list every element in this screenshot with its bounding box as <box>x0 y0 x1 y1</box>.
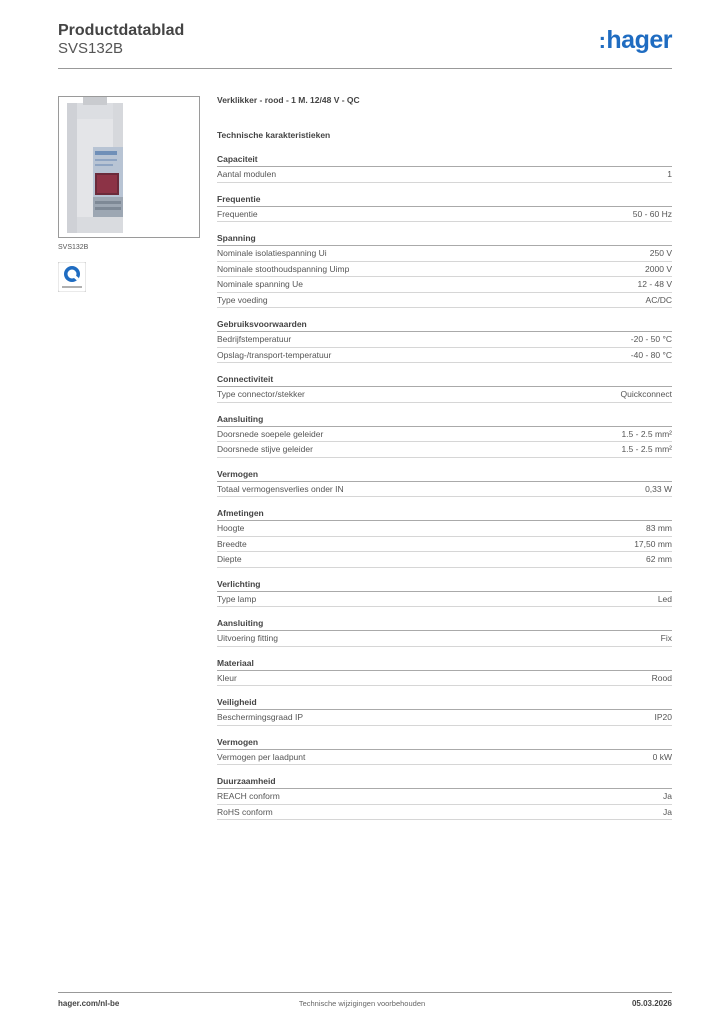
spec-label: RoHS conform <box>217 806 273 817</box>
spec-row <box>217 592 672 608</box>
specs-heading: Technische karakteristieken <box>217 130 331 140</box>
spec-row <box>217 631 672 647</box>
din-rail-module-image <box>59 97 199 237</box>
spec-value: 250 V <box>649 248 672 258</box>
spec-value: -40 - 80 °C <box>630 349 672 360</box>
spec-value: 2000 V <box>645 263 672 274</box>
logo-prefix: : <box>598 28 606 53</box>
spec-value: Quickconnect <box>620 389 672 399</box>
spec-label: Type voeding <box>217 294 268 305</box>
spec-label: Diepte <box>217 554 242 564</box>
spec-section <box>217 695 672 726</box>
spec-section <box>217 506 672 568</box>
spec-row <box>217 552 672 568</box>
spec-value: Led <box>657 593 672 604</box>
spec-label: Vermogen per laadpunt <box>217 751 306 762</box>
spec-row <box>217 789 672 805</box>
spec-section-title: Vermogen <box>217 467 672 482</box>
spec-section-title: Verlichting <box>217 577 672 592</box>
spec-value: Ja <box>663 806 672 817</box>
spec-section-title: Capaciteit <box>217 152 672 167</box>
spec-section <box>217 231 672 308</box>
spec-label: Breedte <box>217 538 247 549</box>
spec-label: Aantal modulen <box>217 169 277 179</box>
spec-value: IP20 <box>654 712 672 722</box>
spec-value: -20 - 50 °C <box>630 334 672 344</box>
spec-value: 1.5 - 2.5 mm² <box>621 444 672 454</box>
spec-row <box>217 671 672 687</box>
spec-label: Type connector/stekker <box>217 389 305 399</box>
spec-value: 12 - 48 V <box>637 279 672 289</box>
spec-section-title: Gebruiksvoorwaarden <box>217 317 672 332</box>
spec-row <box>217 332 672 348</box>
footer-website: hager.com/nl-be <box>58 999 120 1008</box>
quickconnect-badge-icon <box>58 262 86 292</box>
spec-row <box>217 750 672 766</box>
spec-value: 0 kW <box>652 751 672 762</box>
product-title: Verklikker - rood - 1 M. 12/48 V - QC <box>217 95 360 105</box>
spec-section <box>217 735 672 766</box>
spec-row <box>217 277 672 293</box>
spec-label: Uitvoering fitting <box>217 633 278 643</box>
spec-sections <box>217 152 672 820</box>
spec-row <box>217 293 672 309</box>
spec-section <box>217 412 672 458</box>
spec-section-title: Vermogen <box>217 735 672 750</box>
spec-value: 17,50 mm <box>634 538 672 549</box>
spec-label: Nominale isolatiespanning Ui <box>217 248 327 258</box>
spec-section <box>217 317 672 363</box>
spec-label: Beschermingsgraad IP <box>217 712 303 722</box>
header-divider <box>58 68 672 69</box>
spec-section-title: Materiaal <box>217 656 672 671</box>
spec-label: Doorsnede stijve geleider <box>217 444 313 454</box>
spec-label: Kleur <box>217 672 237 683</box>
footer-date: 05.03.2026 <box>631 999 672 1008</box>
spec-label: Type lamp <box>217 593 257 604</box>
spec-section-title: Veiligheid <box>217 695 672 710</box>
footer-divider <box>58 992 672 993</box>
product-image-caption: SVS132B <box>58 244 89 251</box>
spec-value: 62 mm <box>646 554 672 564</box>
spec-section <box>217 774 672 820</box>
spec-label: Opslag-/transport-temperatuur <box>217 349 332 360</box>
spec-section-title: Duurzaamheid <box>217 774 672 789</box>
spec-value: Fix <box>660 633 672 643</box>
spec-section-title: Spanning <box>217 231 672 246</box>
spec-row <box>217 482 672 498</box>
spec-row <box>217 167 672 183</box>
spec-label: Nominale stoothoudspanning Uimp <box>217 263 350 274</box>
spec-section <box>217 372 672 403</box>
spec-row <box>217 537 672 553</box>
spec-label: Doorsnede soepele geleider <box>217 428 324 439</box>
spec-section-title: Connectiviteit <box>217 372 672 387</box>
spec-row <box>217 710 672 726</box>
spec-row <box>217 442 672 458</box>
spec-value: 1 <box>667 169 672 179</box>
spec-section-title: Frequentie <box>217 192 672 207</box>
spec-label: Bedrijfstemperatuur <box>217 334 292 344</box>
product-content <box>217 95 672 829</box>
hager-logo <box>599 26 672 55</box>
spec-section-title: Afmetingen <box>217 506 672 521</box>
spec-value: 1.5 - 2.5 mm² <box>621 428 672 439</box>
spec-row <box>217 348 672 364</box>
spec-row <box>217 805 672 821</box>
spec-section <box>217 192 672 223</box>
page-subtitle: SVS132B <box>58 40 124 57</box>
spec-row <box>217 521 672 537</box>
spec-section <box>217 656 672 687</box>
logo-text: hager <box>606 26 672 54</box>
spec-value: 50 - 60 Hz <box>632 208 672 219</box>
spec-section <box>217 152 672 183</box>
spec-value: Rood <box>651 672 672 683</box>
spec-row <box>217 207 672 223</box>
spec-row <box>217 427 672 443</box>
spec-value: 83 mm <box>646 523 672 533</box>
page-title: Productdatablad <box>58 22 185 39</box>
footer-disclaimer: Technische wijzigingen voorbehouden <box>298 999 426 1008</box>
spec-section <box>217 577 672 608</box>
spec-value: Ja <box>663 791 672 801</box>
spec-value: AC/DC <box>645 294 672 305</box>
spec-value: 0,33 W <box>645 483 672 494</box>
spec-label: Nominale spanning Ue <box>217 279 303 289</box>
spec-label: Hoogte <box>217 523 245 533</box>
spec-label: REACH conform <box>217 791 280 801</box>
spec-section <box>217 616 672 647</box>
spec-section <box>217 467 672 498</box>
spec-label: Frequentie <box>217 208 258 219</box>
spec-row <box>217 387 672 403</box>
spec-section-title: Aansluiting <box>217 616 672 631</box>
spec-label: Totaal vermogensverlies onder IN <box>217 483 344 494</box>
product-image <box>58 96 200 238</box>
spec-section-title: Aansluiting <box>217 412 672 427</box>
spec-row <box>217 246 672 262</box>
spec-row <box>217 262 672 278</box>
